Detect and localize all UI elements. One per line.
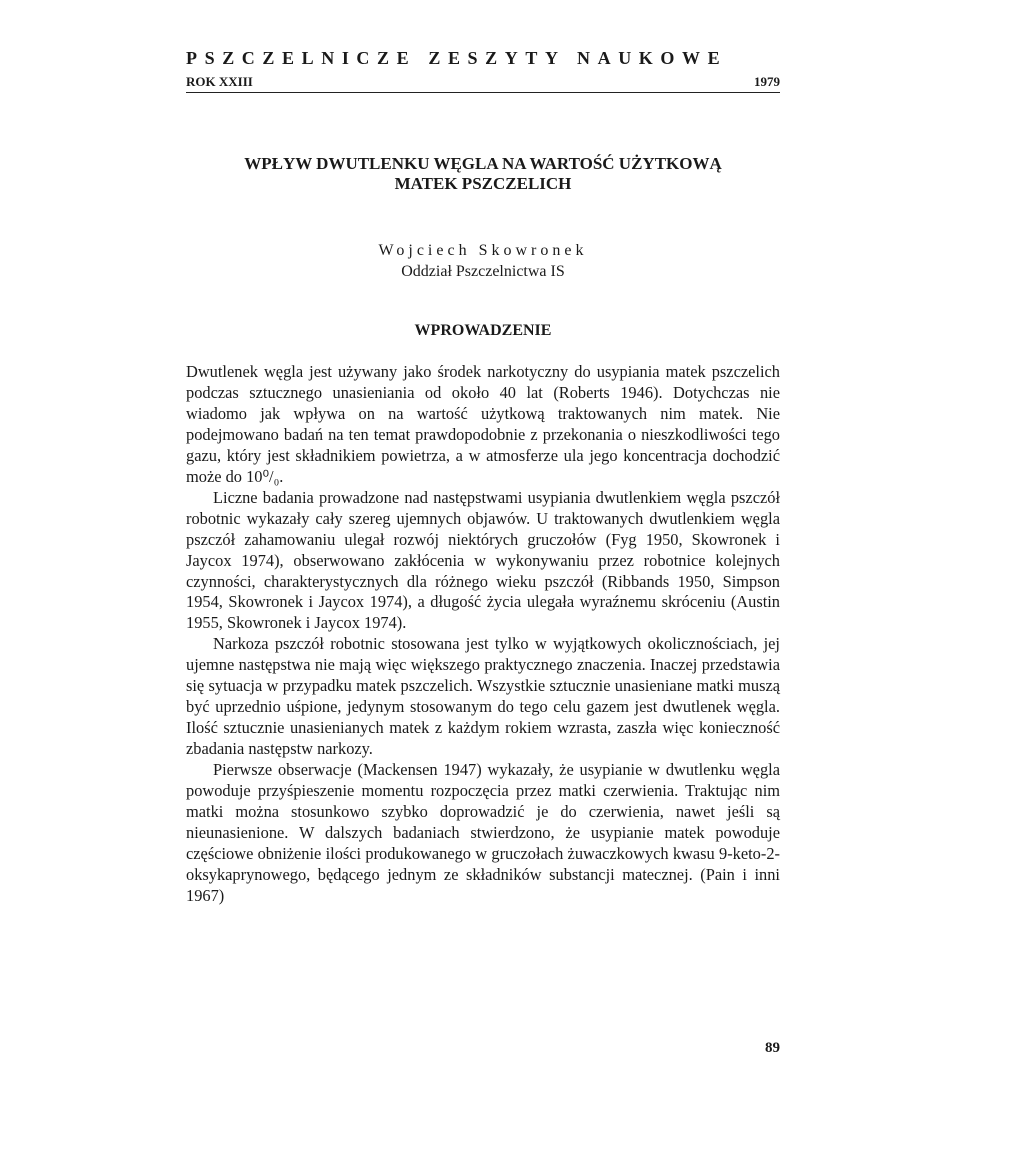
article-title-line-1: WPŁYW DWUTLENKU WĘGLA NA WARTOŚĆ UŻYTKOWĄ bbox=[244, 154, 722, 173]
journal-title: PSZCZELNICZE ZESZYTY NAUKOWE bbox=[186, 48, 728, 68]
year-label: 1979 bbox=[754, 74, 780, 89]
article-title-line-2: MATEK PSZCZELICH bbox=[394, 174, 572, 193]
article-title bbox=[186, 154, 780, 194]
paragraph-4: Pierwsze obserwacje (Mackensen 1947) wykazały, że usypianie w dwutlenku węgla powoduje przyśpieszenie momentu rozpoczęcia przez matki czerwienia. Traktując nim matki można stosunkowo szybko doprowadzić je do czerwienia, nawet jeśli są nieunasienione. W dalszych badaniach stwierdzono, że usypianie matek powoduje częściowe obniżenie ilości produkowanego w gruczołach żuwaczkowych kwasu 9-keto-2-oksykaprynowego, będącego jednym ze składników substancji matecznej. (Pain i inni 1967) bbox=[186, 760, 780, 905]
paragraph-3: Narkoza pszczół robotnic stosowana jest tylko w wyjątkowych okolicznościach, jej ujemne następstwa nie mają więc większego praktycznego znaczenia. Inaczej przedstawia się sytuacja w przypadku matek pszczelich. Wszystkie sztucznie unasieniane matki muszą być uprzednio uśpione, jedynym stosowanym do tego celu gazem jest dwutlenek węgla. Ilość sztucznie unasienianych matek z każdym rokiem wzrasta, zaszła więc konieczność zbadania następstw narkozy. bbox=[186, 634, 780, 759]
author-name: Wojciech Skowronek bbox=[378, 242, 588, 259]
article-body bbox=[186, 362, 780, 907]
paragraph-1: Dwutlenek węgla jest używany jako środek narkotyczny do usypiania matek pszczelich podczas sztucznego unasieniania od około 40 lat (Roberts 1946). Dotychczas nie wiadomo jak wpływa on na wartość użytkową traktowanych nim matek. Nie podejmowano badań na ten temat prawdopodobnie z przekonania o nieszkodliwości tego gazu, który jest składnikiem powietrza, a w atmosferze ula jego koncentracja dochodzić może do 10⁰/₀. bbox=[186, 362, 780, 486]
author-affiliation: Oddział Pszczelnictwa IS bbox=[401, 263, 565, 280]
paragraph-2: Liczne badania prowadzone nad następstwami usypiania dwutlenkiem węgla pszczół robotnic wykazały cały szereg ujemnych objawów. U traktowanych dwutlenkiem węgla pszczół zahamowaniu ulegał rozwój niektórych gruczołów (Fyg 1950, Skowronek i Jaycox 1974), obserwowano zakłócenia w wykonywaniu przez robotnice kolejnych czynności, charakterystycznych dla różnego wieku pszczół (Ribbands 1950, Simpson 1954, Skowronek i Jaycox 1974), a długość życia ulegała wyraźnemu skróceniu (Austin 1955, Skowronek i Jaycox 1974). bbox=[186, 487, 780, 633]
volume-label: ROK XXIII bbox=[186, 74, 253, 89]
section-heading: WPROWADZENIE bbox=[414, 322, 552, 339]
running-header bbox=[186, 74, 780, 93]
page-number: 89 bbox=[765, 1040, 780, 1056]
